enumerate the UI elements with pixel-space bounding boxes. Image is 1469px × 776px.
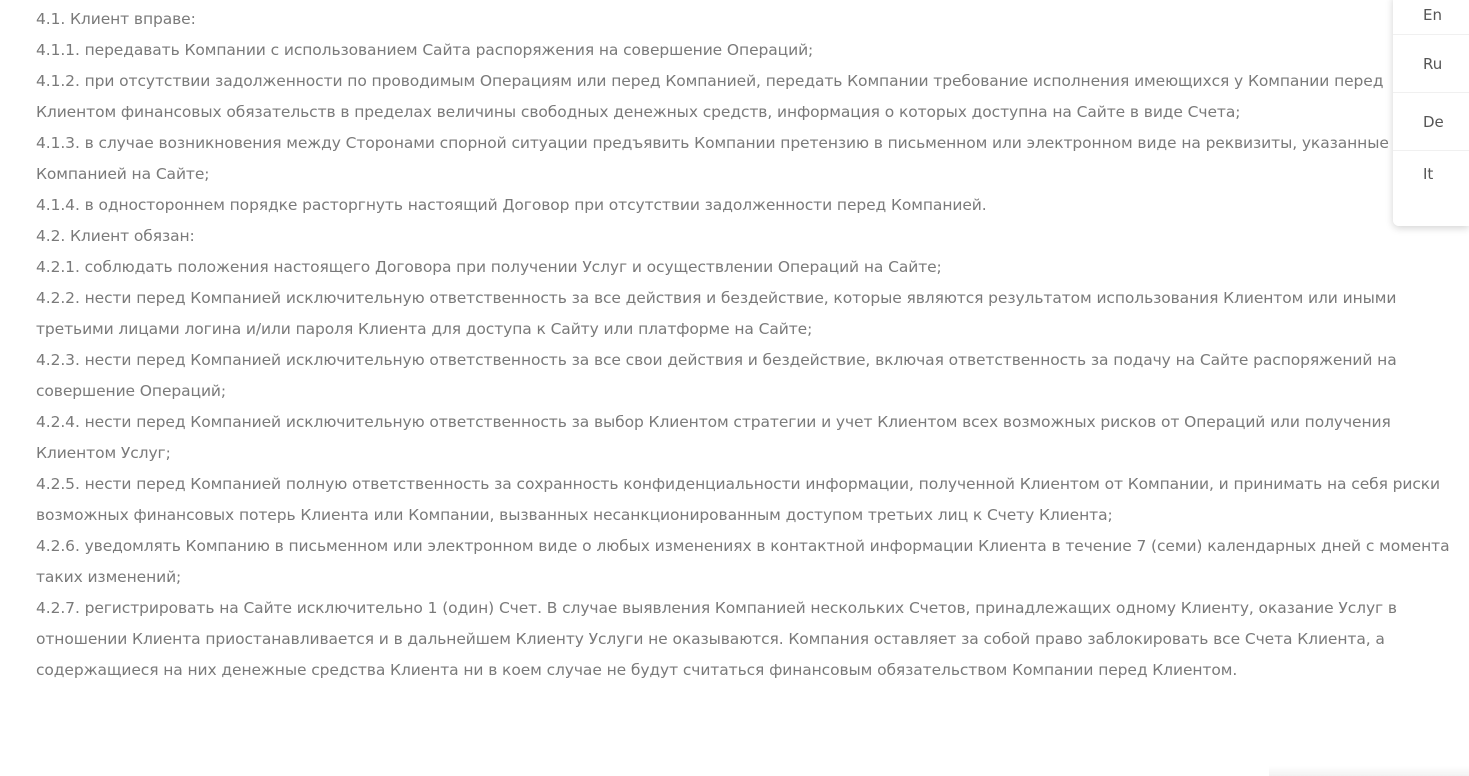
clause-4-2-6: 4.2.6. уведомлять Компанию в письменном или электронном виде о любых изменениях в контактной информации Клиента в течение 7 (семи) календарных дней с момента таких изменений;: [36, 537, 1450, 586]
language-option-de[interactable]: De: [1393, 92, 1469, 150]
clause-4-1-2: 4.1.2. при отсутствии задолженности по проводимым Операциям или перед Компанией, передать Компании требование исполнения имеющихся у Компании перед Клиентом финансовых обязательств в пределах величины свободных денежных средств, информация о которых доступна на Сайте в виде Счета;: [36, 72, 1384, 121]
bottom-edge-shadow: [1269, 766, 1469, 776]
clause-4-2-5: 4.2.5. нести перед Компанией полную ответственность за сохранность конфиденциальности информации, полученной Клиентом от Компании, и принимать на себя риски возможных финансовых потерь Клиента или Компании, вызванных несанкционированным доступом третьих лиц к Счету Клиента;: [36, 475, 1441, 524]
clause-4-2-2: 4.2.2. нести перед Компанией исключительную ответственность за все действия и бездействие, которые являются результатом использования Клиентом или иными третьими лицами логина и/или пароля Клиента для доступа к Сайту или платформе на Сайте;: [36, 289, 1397, 338]
section-4-1-heading: 4.1. Клиент вправе:: [36, 10, 196, 28]
language-option-it[interactable]: It: [1393, 150, 1469, 206]
clause-4-1-4: 4.1.4. в одностороннем порядке расторгнуть настоящий Договор при отсутствии задолженности перед Компанией.: [36, 196, 987, 214]
language-option-ru[interactable]: Ru: [1393, 34, 1469, 92]
clause-4-2-3: 4.2.3. нести перед Компанией исключительную ответственность за все свои действия и бездействие, включая ответственность за подачу на Сайте распоряжений на совершение Операций;: [36, 351, 1397, 400]
clause-4-2-1: 4.2.1. соблюдать положения настоящего Договора при получении Услуг и осуществлении Операций на Сайте;: [36, 258, 942, 276]
clause-4-1-3: 4.1.3. в случае возникновения между Сторонами спорной ситуации предъявить Компании претензию в письменном или электронном виде на реквизиты, указанные Компанией на Сайте;: [36, 134, 1389, 183]
clause-4-1-1: 4.1.1. передавать Компании с использованием Сайта распоряжения на совершение Операций;: [36, 41, 814, 59]
language-dropdown-menu: [1393, 0, 1469, 226]
agreement-text: [36, 4, 1452, 686]
section-4-2-heading: 4.2. Клиент обязан:: [36, 227, 195, 245]
clause-4-2-4: 4.2.4. нести перед Компанией исключительную ответственность за выбор Клиентом стратегии и учет Клиентом всех возможных рисков от Операций или получения Клиентом Услуг;: [36, 413, 1391, 462]
language-option-en[interactable]: En: [1423, 6, 1442, 24]
clause-4-2-7: 4.2.7. регистрировать на Сайте исключительно 1 (один) Счет. В случае выявления Компанией нескольких Счетов, принадлежащих одному Клиенту, оказание Услуг в отношении Клиента приостанавливается и в дальнейшем Клиенту Услуги не оказываются. Компания оставляет за собой право заблокировать все Счета Клиента, а содержащиеся на них денежные средства Клиента ни в коем случае не будут считаться финансовым обязательством Компании перед Клиентом.: [36, 599, 1397, 679]
